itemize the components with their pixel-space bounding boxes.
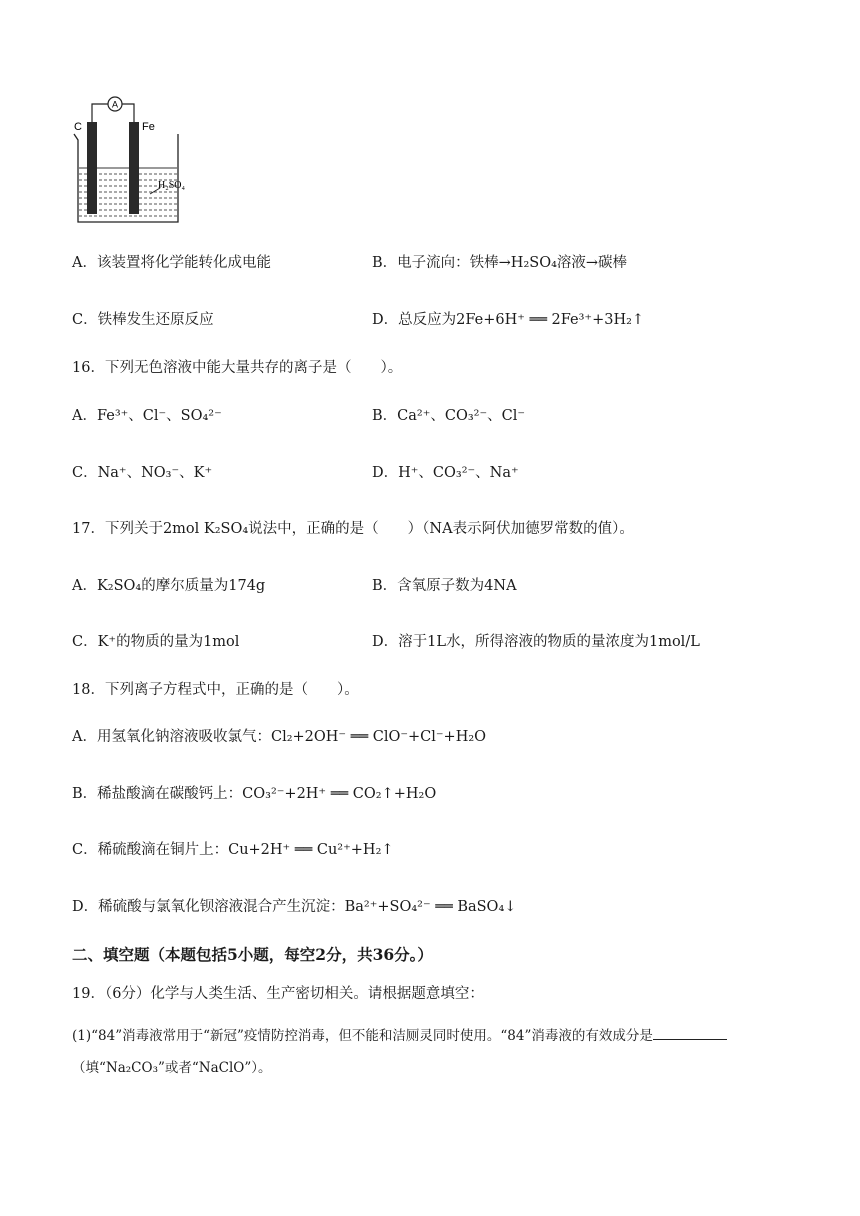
q15-option-d: D．总反应为2Fe+6H⁺ ══ 2Fe³⁺+3H₂↑ <box>372 312 645 328</box>
answer-blank[interactable] <box>653 1025 727 1040</box>
q18-option-b: B．稀盐酸滴在碳酸钙上：CO₃²⁻+2H⁺ ══ CO₂↑+H₂O <box>72 786 437 802</box>
q18-option-d: D．稀硫酸与氯氧化钡溶液混合产生沉淀：Ba²⁺+SO₄²⁻ ══ BaSO₄↓ <box>72 899 517 915</box>
q19-part1 <box>72 1025 727 1046</box>
electrochemical-cell-diagram <box>70 96 210 226</box>
q18-stem: 18．下列离子方程式中，正确的是（ ）。 <box>72 682 359 698</box>
carbon-electrode <box>87 122 97 214</box>
q17-option-b: B．含氧原子数为4NA <box>372 578 517 594</box>
q15-option-c: C．铁棒发生还原反应 <box>72 312 214 328</box>
q15-option-b: B．电子流向：铁棒→H₂SO₄溶液→碳棒 <box>372 255 628 271</box>
q19-part1-tail: （填“Na₂CO₃”或者“NaClO”）。 <box>72 1060 272 1076</box>
q16-option-c: C．Na⁺、NO₃⁻、K⁺ <box>72 465 213 481</box>
q17-option-a: A．K₂SO₄的摩尔质量为174g <box>72 578 266 594</box>
electrode-label-c: C <box>74 121 82 133</box>
q17-option-d: D．溶于1L水，所得溶液的物质的量浓度为1mol/L <box>372 634 700 650</box>
q17-option-c: C．K⁺的物质的量为1mol <box>72 634 240 650</box>
q18-option-a: A．用氢氧化钠溶液吸收氯气：Cl₂+2OH⁻ ══ ClO⁻+Cl⁻+H₂O <box>72 729 487 745</box>
solution-label: H₂SO₄ <box>158 180 185 191</box>
q16-option-b: B．Ca²⁺、CO₃²⁻、Cl⁻ <box>372 408 526 424</box>
section-heading: 二、填空题（本题包括5小题，每空2分，共36分。） <box>72 945 433 964</box>
q19-stem: 19．（6分）化学与人类生活、生产密切相关。请根据题意填空： <box>72 986 484 1002</box>
electrode-label-fe: Fe <box>142 121 155 133</box>
q17-stem: 17．下列关于2mol K₂SO₄说法中，正确的是（ ）（NA表示阿伏加德罗常数的值）。 <box>72 521 634 537</box>
iron-electrode <box>129 122 139 214</box>
q16-option-d: D．H⁺、CO₃²⁻、Na⁺ <box>372 465 519 481</box>
q19-part1-text: (1)“84”消毒液常用于“新冠”疫情防控消毒，但不能和洁厕灵同时使用。“84”消毒液的有效成分是 <box>72 1028 653 1044</box>
q15-option-a: A．该装置将化学能转化成电能 <box>72 255 271 271</box>
q16-option-a: A．Fe³⁺、Cl⁻、SO₄²⁻ <box>72 408 222 424</box>
ammeter-label: A <box>111 99 119 110</box>
q18-option-c: C．稀硫酸滴在铜片上：Cu+2H⁺ ══ Cu²⁺+H₂↑ <box>72 842 394 858</box>
q16-stem: 16．下列无色溶液中能大量共存的离子是（ ）。 <box>72 360 403 376</box>
